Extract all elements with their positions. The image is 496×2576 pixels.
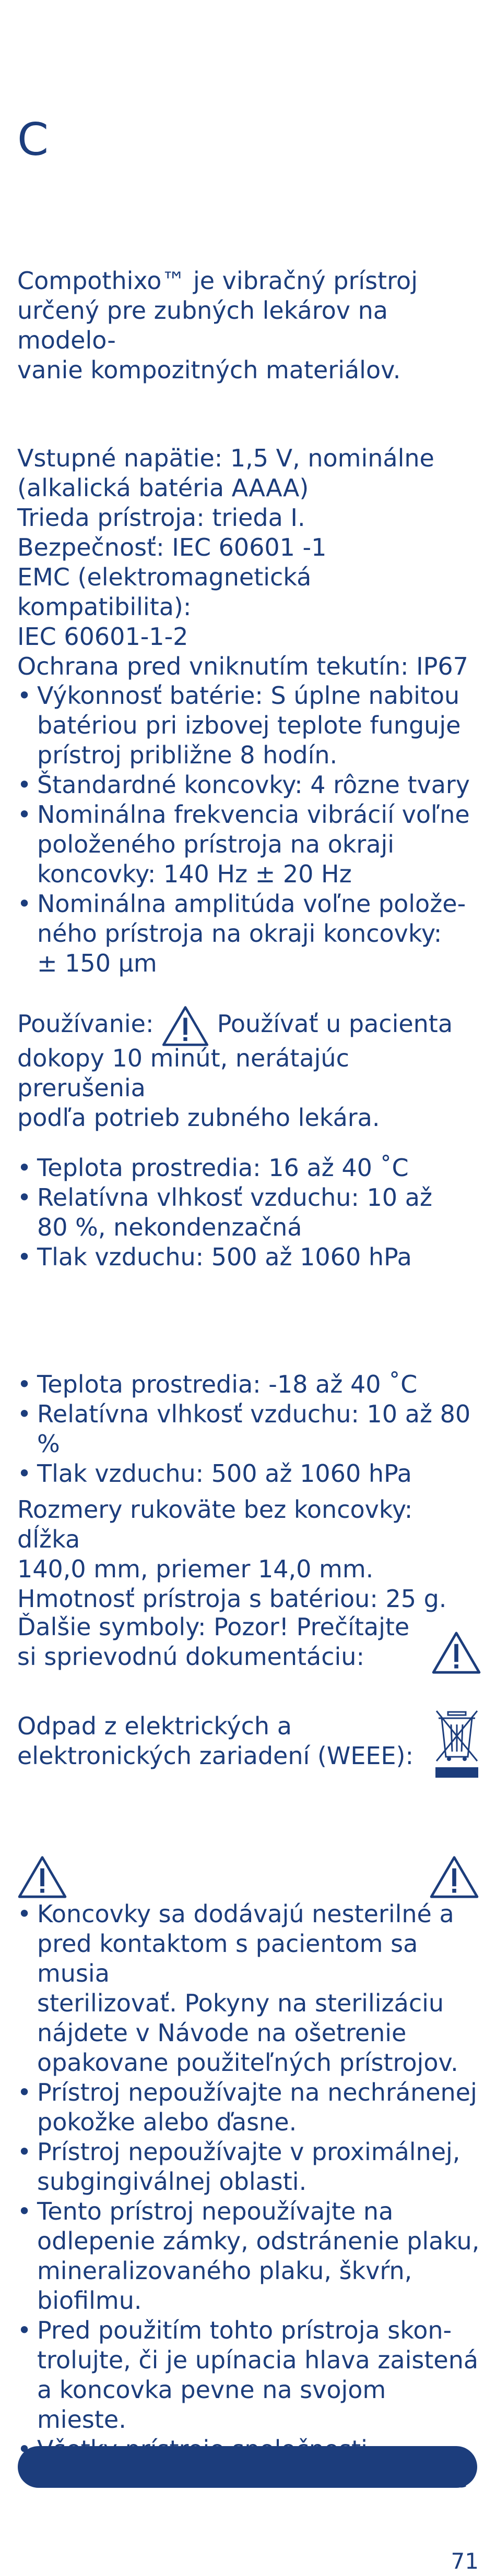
footer-bar xyxy=(18,2446,477,2488)
warning-icon xyxy=(161,1005,209,1047)
section-letter: C xyxy=(17,114,49,166)
operating-conditions-list xyxy=(17,1153,480,1272)
intro-paragraph: Compothixo™ je vibračný prístroj určený pre zubných lekárov na modelo- vanie kompozitných materiálov. xyxy=(17,267,418,384)
warning-icon xyxy=(429,1855,479,1899)
list-item: • Teplota prostredia: -18 až 40 ˚C xyxy=(17,1370,480,1399)
list-item: • Relatívna vlhkosť vzduchu: 10 až 80 % xyxy=(17,1399,480,1459)
warning-icon xyxy=(17,1855,67,1899)
list-item: • Výkonnosť batérie: S úplne nabitou batériou pri izbovej teplote funguje prístroj približne 8 hodín. xyxy=(17,681,480,770)
symbols-paragraph: Ďalšie symboly: Pozor! Prečítajte si sprievodnú dokumentáciu: xyxy=(17,1613,410,1671)
list-item: • Teplota prostredia: 16 až 40 ˚C xyxy=(17,1153,480,1183)
list-item: • Štandardné koncovky: 4 rôzne tvary xyxy=(17,770,480,800)
warning-icon xyxy=(431,1631,481,1674)
list-item: • Tento prístroj nepoužívajte na odlepenie zámky, odstránenie plaku, mineralizovaného plaku, škvŕn, biofilmu. xyxy=(17,2197,480,2316)
list-item: • Prístroj nepoužívajte na nechránenej pokožke alebo ďasne. xyxy=(17,2078,480,2137)
weee-paragraph: Odpad z elektrických a elektronických zariadení (WEEE): xyxy=(17,1712,414,1770)
usage-paragraph: Používanie: Používať u pacienta dokopy 10 minút, nerátajúc prerušenia podľa potrieb zubného lekára. xyxy=(17,1004,480,1133)
list-item: • Pred použitím tohto prístroja skon- trolujte, či je upínacia hlava zaistená a koncovka pevne na svojom mieste. xyxy=(17,2316,480,2435)
list-item: • Nominálna frekvencia vibrácií voľne položeného prístroja na okraji koncovky: 140 Hz ± 20 Hz xyxy=(17,800,480,889)
list-item: • Relatívna vlhkosť vzduchu: 10 až 80 %, nekondenzačná xyxy=(17,1183,480,1242)
weee-bin-icon xyxy=(433,1709,480,1781)
warnings-list xyxy=(17,1899,480,2494)
list-item: • Prístroj nepoužívajte v proximálnej, subgingiválnej oblasti. xyxy=(17,2137,480,2197)
list-item: • Nominálna amplitúda voľne polože- ného prístroja na okraji koncovky: ± 150 µm xyxy=(17,889,480,978)
storage-conditions-list xyxy=(17,1370,480,1489)
page-number: 71 xyxy=(451,2548,479,2574)
technical-specs: Vstupné napätie: 1,5 V, nominálne (alkalická batéria AAAA) Trieda prístroja: trieda I. Bezpečnosť: IEC 60601 -1 EMC (elektromagnetická kompatibilita): IEC 60601-1-2 Ochrana pred vniknutím tekutín: IP67 xyxy=(17,444,468,680)
dimensions-paragraph: Rozmery rukoväte bez koncovky: dĺžka 140,0 mm, priemer 14,0 mm. Hmotnosť prístroja s batériou: 25 g. xyxy=(17,1495,447,1613)
list-item: • Tlak vzduchu: 500 až 1060 hPa xyxy=(17,1459,480,1489)
list-item: • Tlak vzduchu: 500 až 1060 hPa xyxy=(17,1242,480,1272)
feature-list xyxy=(17,681,480,978)
list-item: • Koncovky sa dodávajú nesterilné a pred kontaktom s pacientom sa musia sterilizovať. Pokyny na sterilizáciu nájdete v Návode na ošetrenie opakovane použiteľných prístrojov. xyxy=(17,1899,480,2078)
